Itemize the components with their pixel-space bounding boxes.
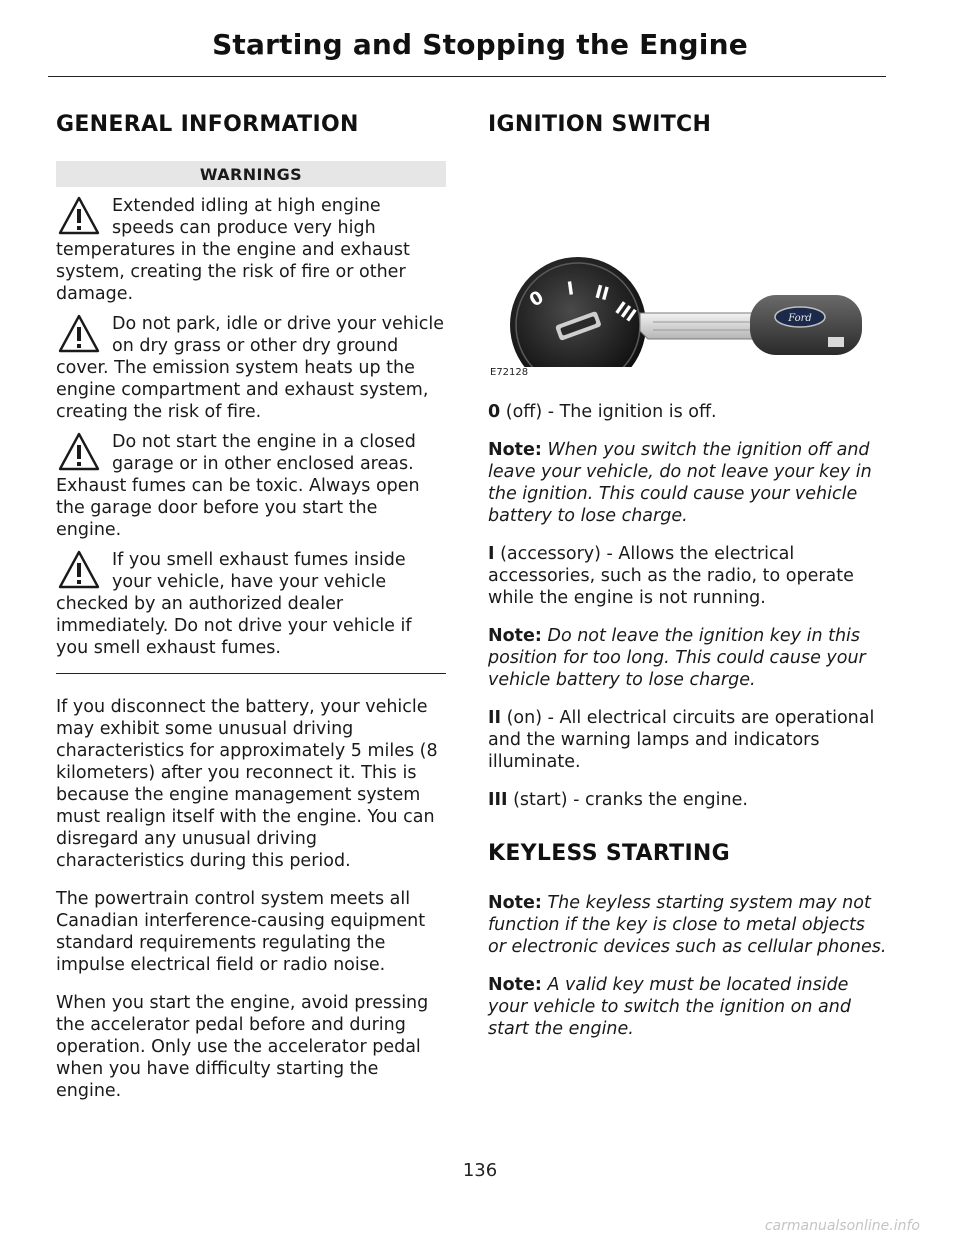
body-paragraph: If you disconnect the battery, your vehicle may exhibit some unusual driving characteristics for approximately 5 miles (8 kilometers) after you reconnect it. This is because the engine management system must realign itself with the engine. You can disregard any unusual driving characteristics during this period. — [56, 697, 438, 871]
dial-mark-2: II — [592, 281, 612, 306]
ignition-position-off — [488, 401, 888, 423]
position-label: II — [488, 708, 502, 728]
warning-triangle-icon — [58, 431, 100, 473]
dial-mark-3: III — [611, 297, 640, 327]
note-label: Note: — [488, 626, 542, 646]
ignition-figure — [488, 167, 888, 378]
general-information-heading: GENERAL INFORMATION — [56, 112, 359, 137]
warning-item — [56, 549, 446, 659]
warning-item — [56, 313, 446, 423]
note-text: When you switch the ignition off and leave your vehicle, do not leave your key in the ignition. This could cause your vehicle battery to lose charge. — [488, 440, 872, 526]
position-description: (off) - The ignition is off. — [500, 402, 717, 422]
keyless-starting-heading: KEYLESS STARTING — [488, 841, 730, 866]
position-label: III — [488, 790, 508, 810]
position-label: I — [488, 544, 495, 564]
dial-mark-0: 0 — [526, 286, 548, 312]
note-paragraph — [488, 892, 888, 958]
warnings-end-divider — [56, 673, 446, 674]
figure-code: E72128 — [490, 367, 529, 378]
position-label: 0 — [488, 402, 501, 422]
key-illustration — [640, 295, 862, 355]
warning-triangle-icon — [58, 313, 100, 355]
position-description: (on) - All electrical circuits are operational and the warning lamps and indicators illuminate. — [488, 708, 875, 772]
ignition-position-on — [488, 707, 888, 773]
warning-text: Extended idling at high engine speeds can produce very high temperatures in the engine and exhaust system, creating the risk of fire or other damage. — [56, 196, 410, 304]
warning-item — [56, 195, 446, 305]
warning-triangle-icon — [58, 195, 100, 237]
body-paragraph: The powertrain control system meets all Canadian interference-causing equipment standard requirements regulating the impulse electrical field or radio noise. — [56, 889, 426, 975]
watermark: carmanualsonline.info — [764, 1218, 920, 1234]
note-label: Note: — [488, 893, 542, 913]
note-paragraph — [488, 625, 888, 691]
warning-text: If you smell exhaust fumes inside your vehicle, have your vehicle checked by an authorized dealer immediately. Do not drive your vehicle if you smell exhaust fumes. — [56, 550, 412, 658]
ignition-switch-heading: IGNITION SWITCH — [488, 112, 712, 137]
ignition-position-accessory — [488, 543, 888, 609]
note-paragraph — [488, 439, 888, 527]
page-title: Starting and Stopping the Engine — [212, 28, 748, 61]
right-column — [488, 112, 888, 1040]
warning-triangle-icon — [58, 549, 100, 591]
warning-item — [56, 431, 446, 541]
note-label: Note: — [488, 440, 542, 460]
note-paragraph — [488, 974, 888, 1040]
note-text: The keyless starting system may not function if the key is close to metal objects or electronic devices such as cellular phones. — [488, 893, 887, 957]
warning-text: Do not start the engine in a closed garage or in other enclosed areas. Exhaust fumes can be toxic. Always open the garage door before you start the engine. — [56, 432, 420, 540]
ignition-position-start — [488, 789, 888, 811]
ignition-key-illustration — [488, 167, 888, 367]
warnings-header: WARNINGS — [56, 161, 446, 187]
left-column — [56, 112, 446, 1102]
position-description: (start) - cranks the engine. — [507, 790, 748, 810]
page-number: 136 — [462, 1160, 498, 1181]
position-description: (accessory) - Allows the electrical accessories, such as the radio, to operate while the engine is not running. — [488, 544, 854, 608]
warning-text: Do not park, idle or drive your vehicle on dry grass or other dry ground cover. The emission system heats up the engine compartment and exhaust system, creating the risk of fire. — [56, 314, 444, 422]
note-label: Note: — [488, 975, 542, 995]
note-text: A valid key must be located inside your vehicle to switch the ignition on and start the engine. — [488, 975, 851, 1039]
body-paragraph: When you start the engine, avoid pressing the accelerator pedal before and during operation. Only use the accelerator pedal when you have difficulty starting the engine. — [56, 993, 429, 1101]
note-text: Do not leave the ignition key in this position for too long. This could cause your vehicle battery to lose charge. — [488, 626, 866, 690]
title-divider — [48, 76, 886, 77]
key-brand-text: Ford — [788, 313, 812, 324]
dial-mark-1: I — [565, 278, 576, 300]
